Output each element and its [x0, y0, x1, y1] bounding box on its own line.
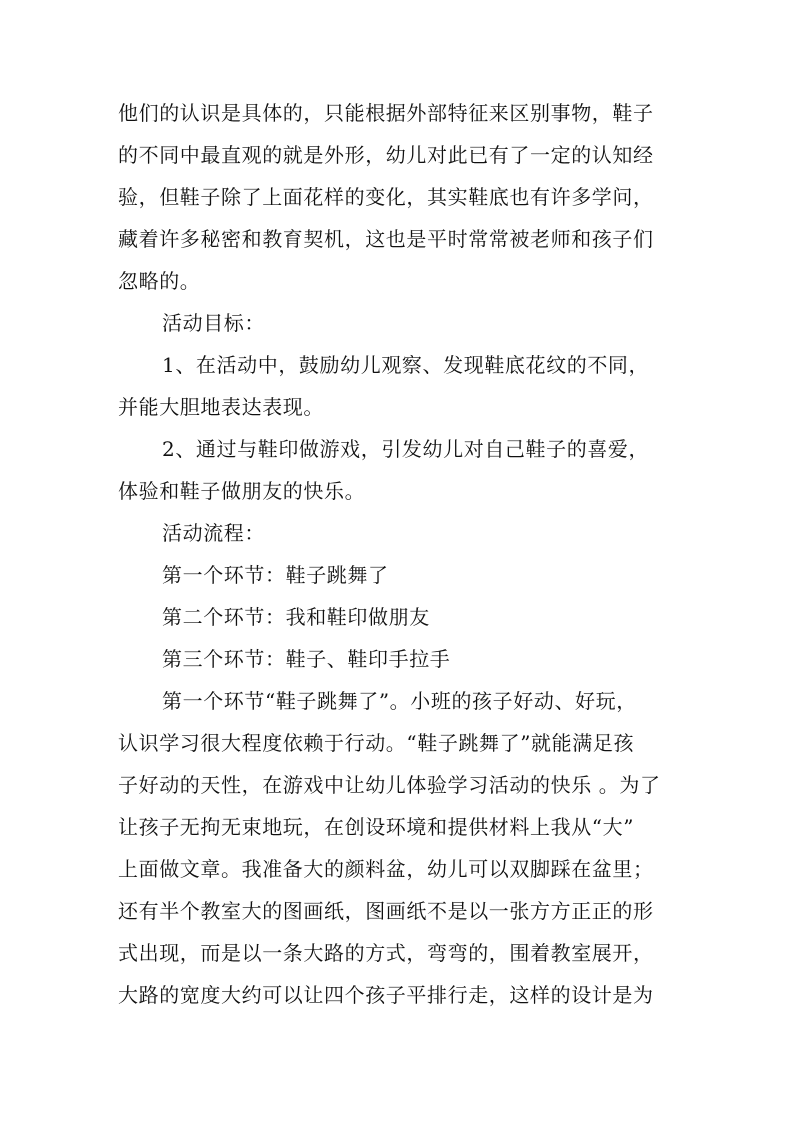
section-heading-goals: 活动目标：	[162, 311, 265, 335]
paragraph-line: 忽略的。	[118, 269, 201, 293]
goal-item-2-continued: 体验和鞋子做朋友的快乐。	[118, 479, 366, 503]
process-step-3: 第三个环节：鞋子、鞋印手拉手	[162, 647, 451, 671]
paragraph-line: 的不同中最直观的就是外形，幼儿对此已有了一定的认知经	[118, 143, 654, 167]
paragraph-line: 藏着许多秘密和教育契机，这也是平时常常被老师和孩子们	[118, 227, 654, 251]
paragraph-line: 他们的认识是具体的，只能根据外部特征来区别事物，鞋子	[118, 101, 654, 125]
paragraph-line: 让孩子无拘无束地玩，在创设环境和提供材料上我从“大”	[118, 815, 635, 839]
paragraph-line: 大路的宽度大约可以让四个孩子平排行走，这样的设计是为	[118, 983, 654, 1007]
paragraph-line: 第一个环节“鞋子跳舞了”。小班的孩子好动、好玩，	[162, 689, 637, 713]
paragraph-line: 认识学习很大程度依赖于行动。“鞋子跳舞了”就能满足孩	[118, 731, 635, 755]
paragraph-line: 上面做文章。我准备大的颜料盆，幼儿可以双脚踩在盆里；	[118, 857, 654, 881]
process-step-2: 第二个环节：我和鞋印做朋友	[162, 605, 430, 629]
paragraph-line: 式出现，而是以一条大路的方式，弯弯的，围着教室展开，	[118, 941, 654, 965]
goal-item-2: 2、通过与鞋印做游戏，引发幼儿对自己鞋子的喜爱，	[162, 437, 650, 461]
paragraph-line: 验，但鞋子除了上面花样的变化，其实鞋底也有许多学问，	[118, 185, 654, 209]
paragraph-line: 还有半个教室大的图画纸，图画纸不是以一张方方正正的形	[118, 899, 654, 923]
goal-item-1: 1、在活动中，鼓励幼儿观察、发现鞋底花纹的不同，	[162, 353, 650, 377]
paragraph-line: 子好动的天性，在游戏中让幼儿体验学习活动的快乐 。为了	[118, 773, 661, 797]
section-heading-process: 活动流程：	[162, 521, 265, 545]
process-step-1: 第一个环节：鞋子跳舞了	[162, 563, 389, 587]
goal-item-1-continued: 并能大胆地表达表现。	[118, 395, 324, 419]
